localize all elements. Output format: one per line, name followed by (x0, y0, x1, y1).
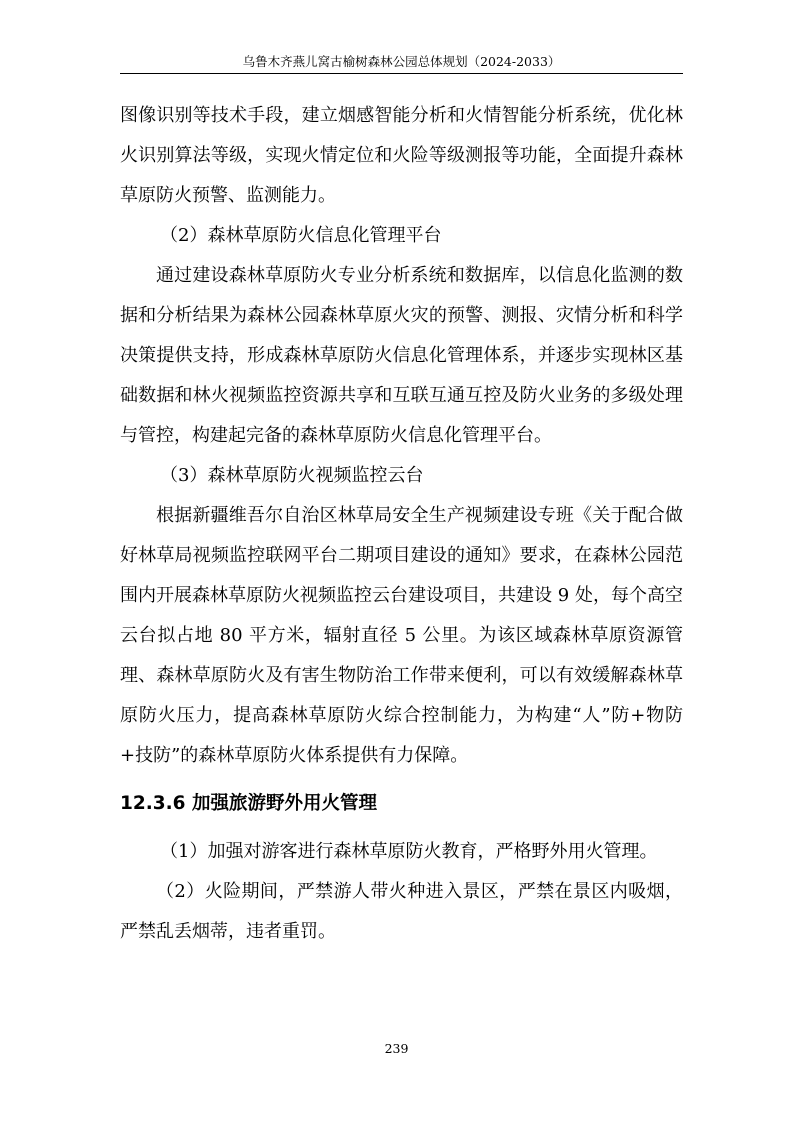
header-divider (120, 73, 683, 74)
intro-paragraph: 图像识别等技术手段，建立烟感智能分析和火情智能分析系统，优化林火识别算法等级，实现火情定位和火险等级测报等功能，全面提升森林草原防火预警、监测能力。 (120, 105, 683, 206)
item-2-heading: （2）森林草原防火信息化管理平台 (160, 225, 442, 246)
section-item-2: （2）火险期间，严禁游人带火种进入景区，严禁在景区内吸烟，严禁乱丢烟蒂，违者重罚。 (120, 881, 683, 942)
section-heading: 12.3.6 加强旅游野外用火管理 (120, 793, 377, 814)
item-2-paragraph: 通过建设森林草原防火专业分析系统和数据库，以信息化监测的数据和分析结果为森林公园森林草原火灾的预警、测报、灾情分析和科学决策提供支持，形成森林草原防火信息化管理体系，并逐步实现林区基础数据和林火视频监控资源共享和互联互通互控及防火业务的多级处理与管控，构建起完备的森林草原防火信息化管理平台。 (120, 265, 683, 446)
page-number: 239 (384, 1041, 409, 1056)
section-item-1: （1）加强对游客进行森林草原防火教育，严格野外用火管理。 (160, 841, 658, 862)
running-header: 乌鲁木齐燕儿窝古榆树森林公园总体规划（2024-2033） (242, 54, 561, 69)
item-3-heading: （3）森林草原防火视频监控云台 (160, 465, 424, 486)
page-body (120, 96, 683, 952)
item-3-paragraph: 根据新疆维吾尔自治区林草局安全生产视频建设专班《关于配合做好林草局视频监控联网平台二期项目建设的通知》要求，在森林公园范围内开展森林草原防火视频监控云台建设项目，共建设 9 处，每个高空云台拟占地 80 平方米，辐射直径 5 公里。为该区域森林草原资源管理、森林草原防火及有害生物防治工作带来便利，可以有效缓解森林草原防火压力，提高森林草原防火综合控制能力，为构建“人”防+物防+技防”的森林草原防火体系提供有力保障。 (120, 505, 683, 766)
